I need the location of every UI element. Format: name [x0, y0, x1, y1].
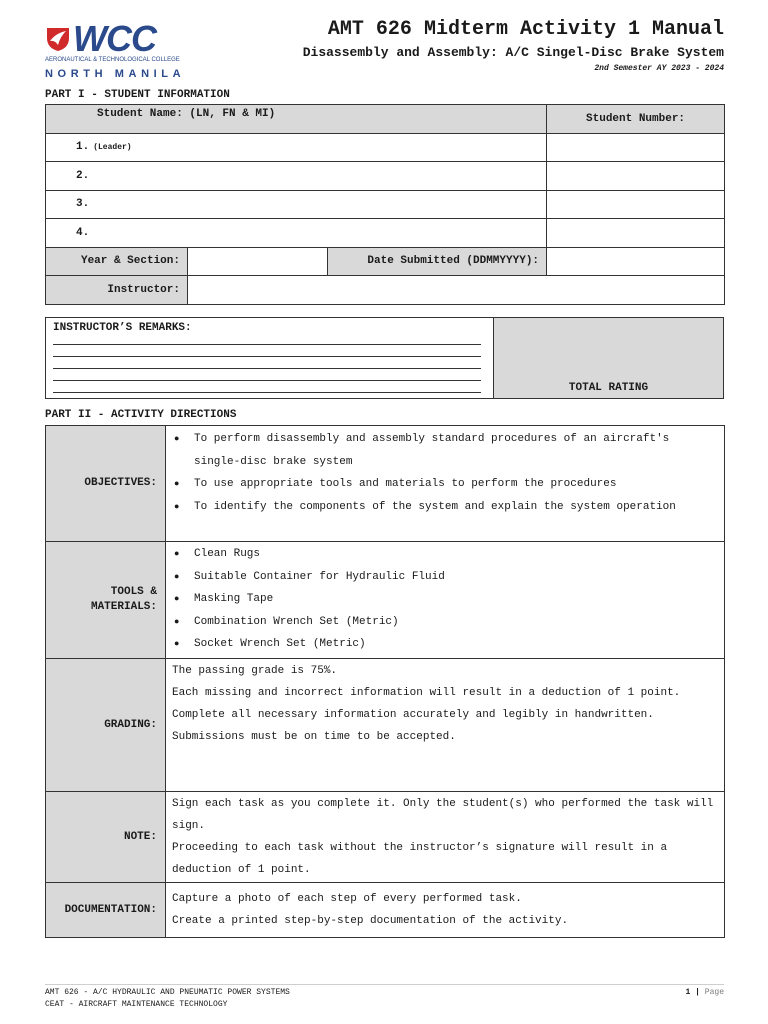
objectives-list	[166, 426, 724, 520]
list-item: ● Combination Wrench Set (Metric)	[174, 611, 718, 634]
grading-line: Each missing and incorrect information will result in a deduction of 1 point.	[172, 687, 681, 699]
document-header	[45, 18, 724, 84]
documentation-text	[166, 883, 725, 938]
grading-line: Complete all necessary information accurately and legibly in handwritten.	[172, 709, 654, 721]
document-title: AMT 626 Midterm Activity 1 Manual	[327, 18, 724, 41]
footer-course: AMT 626 - A/C HYDRAULIC AND PNEUMATIC POWER SYSTEMS	[45, 988, 290, 997]
note-line: Proceeding to each task without the instructor’s signature will result in a deduction of 1 point.	[172, 842, 668, 876]
semester-label: 2nd Semester AY 2023 - 2024	[594, 64, 724, 73]
instructor-label: Instructor:	[46, 276, 188, 305]
student-row	[46, 133, 725, 162]
logo-subtitle: AERONAUTICAL & TECHNOLOGICAL COLLEGE	[45, 57, 180, 63]
date-submitted-field[interactable]	[547, 247, 725, 276]
page-number-value: 1	[685, 988, 691, 997]
documentation-line: Create a printed step-by-step documentation of the activity.	[172, 915, 569, 927]
list-item: ● Suitable Container for Hydraulic Fluid	[174, 566, 718, 589]
list-item: ● Socket Wrench Set (Metric)	[174, 633, 718, 656]
student-row	[46, 190, 725, 219]
college-logo	[45, 18, 190, 86]
note-text	[166, 792, 725, 883]
student-number-header: Student Number:	[547, 105, 725, 134]
logo-wordmark: WCC	[73, 18, 156, 59]
note-label: NOTE:	[46, 792, 166, 883]
remarks-line	[53, 368, 481, 369]
student-number-field-4[interactable]	[547, 219, 725, 248]
documentation-line: Capture a photo of each step of every performed task.	[172, 893, 522, 905]
document-subtitle: Disassembly and Assembly: A/C Singel-Disc Brake System	[302, 45, 724, 60]
remarks-line	[53, 392, 481, 393]
year-section-field[interactable]	[188, 247, 328, 276]
page-number	[686, 987, 724, 999]
tools-label-line-2: MATERIALS:	[90, 601, 157, 613]
page-word: Page	[704, 988, 724, 997]
student-row-number: 3.	[76, 198, 90, 211]
leader-note: (Leader)	[93, 143, 132, 153]
grading-label: GRADING:	[46, 659, 166, 792]
student-number-field-1[interactable]	[547, 133, 725, 162]
instructor-field[interactable]	[188, 276, 725, 305]
footer-department: CEAT - AIRCRAFT MAINTENANCE TECHNOLOGY	[45, 1000, 228, 1009]
grading-line: The passing grade is 75%.	[172, 665, 338, 677]
student-name-field-4[interactable]	[46, 219, 547, 248]
remarks-line	[53, 344, 481, 345]
student-name-field-3[interactable]	[46, 190, 547, 219]
part2-heading: PART II - ACTIVITY DIRECTIONS	[45, 409, 237, 421]
tools-materials-label	[46, 542, 166, 659]
student-name-header: Student Name: (LN, FN & MI)	[46, 105, 547, 134]
tools-list	[166, 542, 724, 658]
date-submitted-label: Date Submitted (DDMMYYYY):	[328, 247, 547, 276]
note-line: Sign each task as you complete it. Only the student(s) who performed the task will sign.	[172, 798, 714, 832]
student-name-field-1[interactable]	[46, 133, 547, 162]
documentation-label: DOCUMENTATION:	[46, 883, 166, 938]
list-item: ● To perform disassembly and assembly standard procedures of an aircraft's single-disc brake system	[174, 428, 718, 473]
student-number-field-3[interactable]	[547, 190, 725, 219]
remarks-title: INSTRUCTOR’S REMARKS:	[53, 322, 192, 334]
page-footer	[45, 984, 724, 1011]
part1-heading: PART I - STUDENT INFORMATION	[45, 89, 230, 101]
remarks-line	[53, 356, 481, 357]
page-separator: |	[695, 988, 700, 997]
student-row	[46, 162, 725, 191]
remarks-area[interactable]	[46, 318, 494, 398]
list-item: ● Masking Tape	[174, 588, 718, 611]
student-row-number: 1.	[76, 141, 90, 154]
total-rating-label: TOTAL RATING	[568, 382, 649, 394]
student-info-table	[45, 104, 725, 305]
student-name-field-2[interactable]	[46, 162, 547, 191]
tools-label-line-1: TOOLS &	[110, 586, 157, 598]
student-row	[46, 219, 725, 248]
student-row-number: 2.	[76, 169, 90, 182]
wing-emblem-icon	[45, 26, 71, 52]
list-item: ● To use appropriate tools and materials to perform the procedures	[174, 473, 718, 496]
list-item: ● To identify the components of the system and explain the system operation	[174, 496, 718, 519]
instructor-remarks-box	[45, 317, 724, 399]
list-item: ● Clean Rugs	[174, 543, 718, 566]
objectives-label: OBJECTIVES:	[46, 426, 166, 542]
year-section-label: Year & Section:	[46, 247, 188, 276]
activity-directions-table	[45, 425, 725, 938]
remarks-line	[53, 380, 481, 381]
logo-city: NORTH MANILA	[45, 68, 186, 80]
student-row-number: 4.	[76, 226, 90, 239]
student-number-field-2[interactable]	[547, 162, 725, 191]
grading-line: Submissions must be on time to be accepted.	[172, 731, 456, 743]
grading-text	[166, 659, 725, 792]
total-rating-box[interactable]	[494, 318, 723, 398]
